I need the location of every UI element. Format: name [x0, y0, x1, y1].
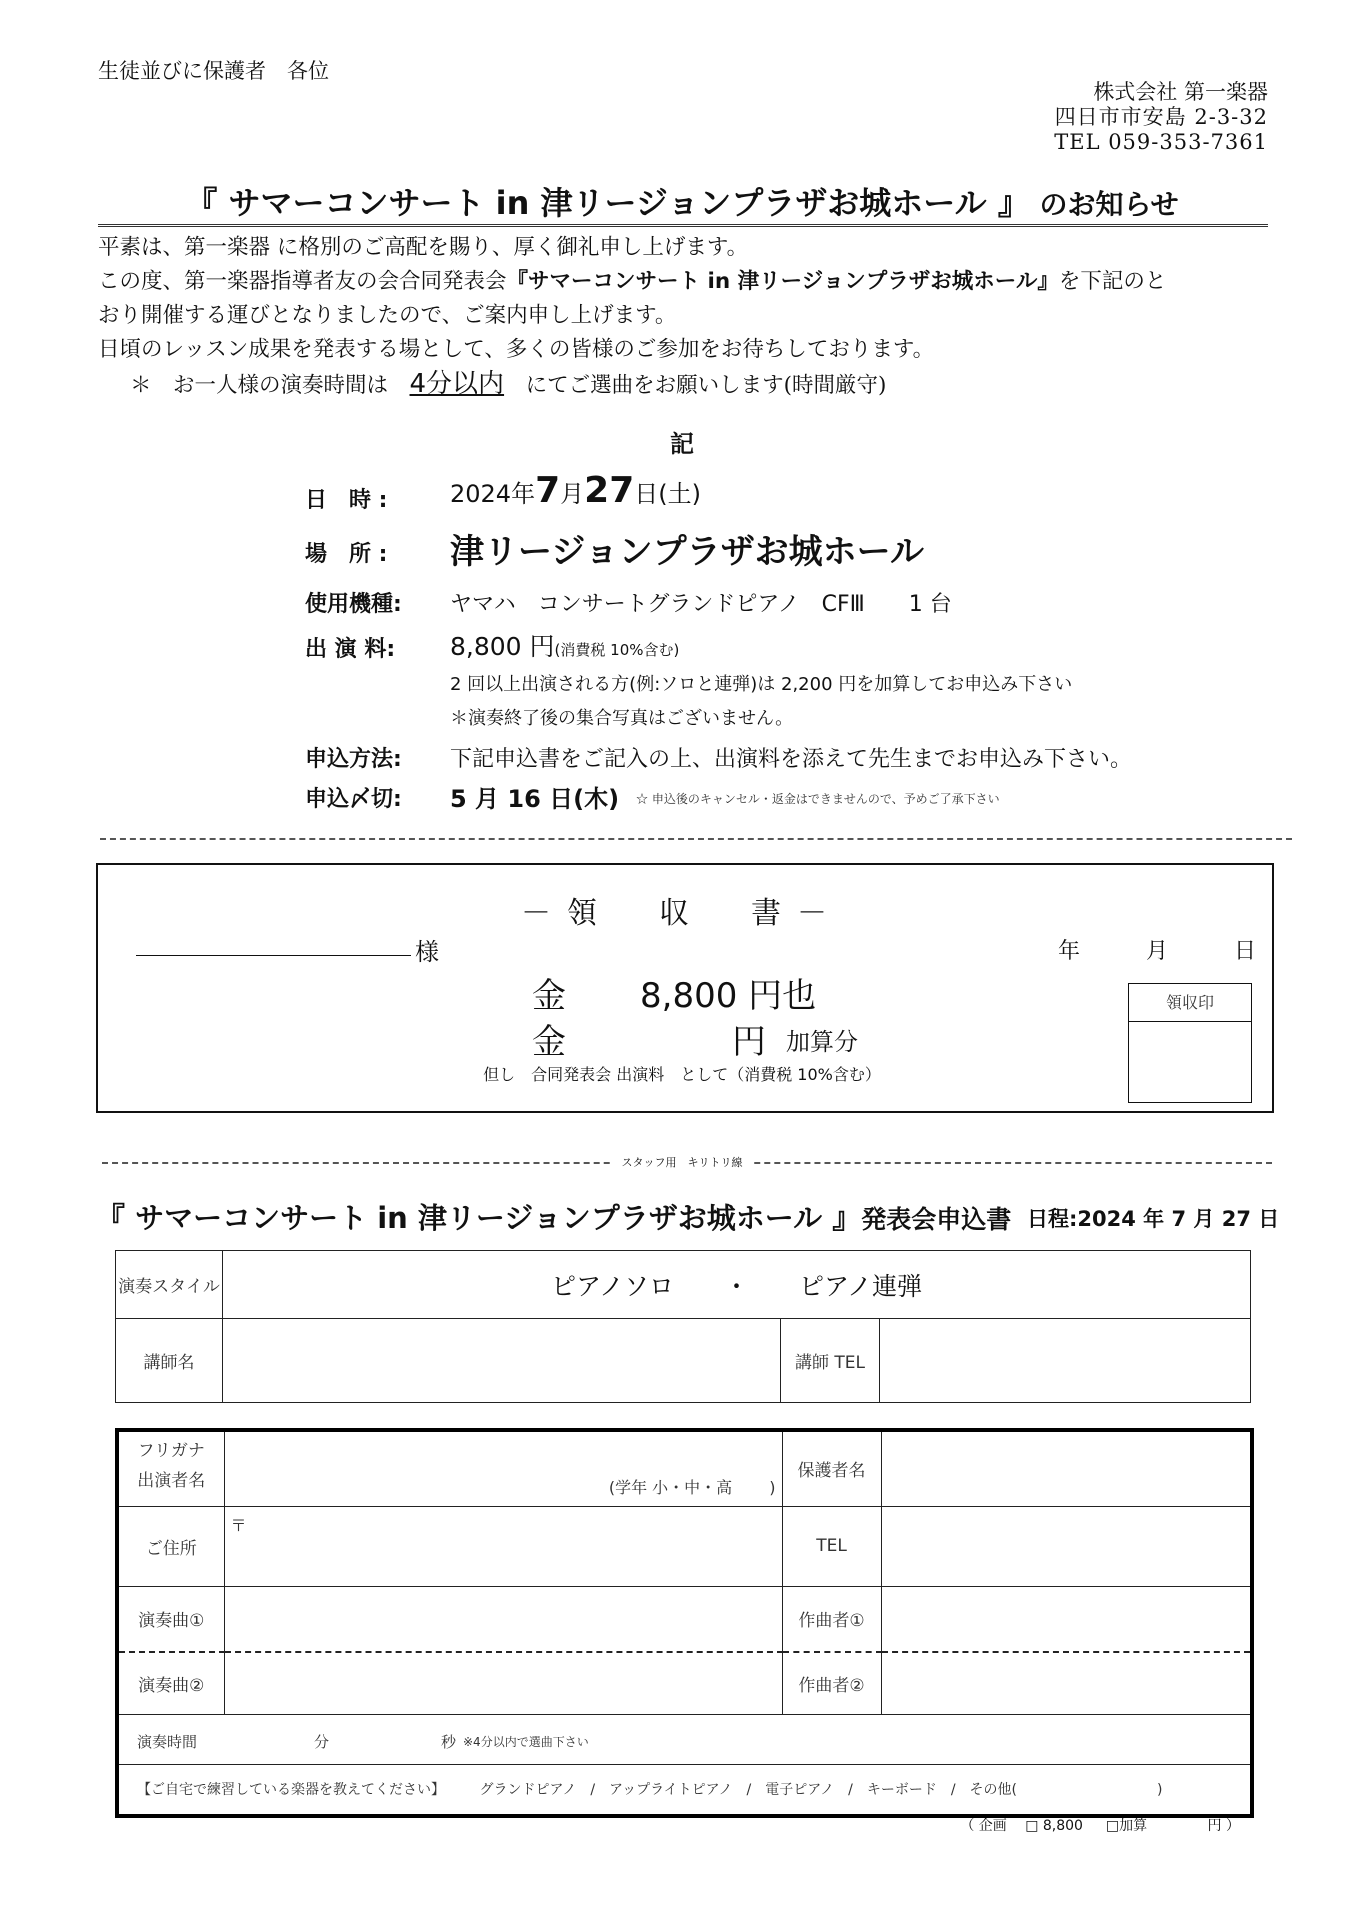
method-label: 申込方法:	[305, 747, 402, 772]
intro-line-5: ＊ お一人様の演奏時間は 4分以内 にてご選曲をお願いします(時間厳守)	[130, 369, 887, 399]
form-table-top	[115, 1250, 1251, 1403]
company-tel: TEL 059-353-7361	[1054, 130, 1268, 154]
composer2-label: 作曲者②	[782, 1652, 881, 1714]
page-title-suffix: のお知らせ	[1029, 188, 1179, 221]
teacher-tel-label: 講師 TEL	[781, 1319, 880, 1403]
fee-label: 出 演 料:	[305, 637, 396, 662]
piece1-label: 演奏曲①	[117, 1586, 224, 1652]
min-label: 分	[314, 1732, 330, 1751]
guardian-label: 保護者名	[782, 1430, 881, 1506]
fee-value: 8,800 円(消費税 10%含む)	[450, 632, 680, 661]
composer1-field[interactable]	[881, 1586, 1252, 1652]
tel-field[interactable]	[881, 1506, 1252, 1586]
instrument-options: グランドピアノ / アップライトピアノ / 電子ピアノ / キーボード / その他( )	[479, 1782, 1163, 1799]
receipt-kasan: 加算分	[786, 1028, 858, 1056]
deadline-label: 申込〆切:	[305, 787, 402, 812]
style-options[interactable]: ピアノソロ ・ ピアノ連弾	[223, 1251, 1251, 1319]
piece1-field[interactable]	[224, 1586, 782, 1652]
sec-label: 秒	[441, 1732, 457, 1751]
receipt-title: －領 収 書－	[521, 896, 843, 931]
intro-text	[98, 231, 1278, 403]
receipt-month: 月	[1146, 939, 1169, 964]
title-rule	[98, 224, 1268, 227]
cut-label: スタッフ用 キリトリ線	[0, 1154, 1364, 1170]
piece2-label: 演奏曲②	[117, 1652, 224, 1714]
intro-line-2: この度、第一楽器指導者友の会合同発表会『サマーコンサート in 津リージョンプラザお城ホール』を下記のと	[98, 269, 1167, 294]
tel-label: TEL	[782, 1506, 881, 1586]
form-title: 『 サマーコンサート in 津リージョンプラザお城ホール 』発表会申込書	[96, 1201, 1012, 1235]
composer2-field[interactable]	[881, 1652, 1252, 1714]
grade-note: (学年 小・中・高 )	[608, 1477, 776, 1497]
piece2-field[interactable]	[224, 1652, 782, 1714]
postal-mark: 〒	[230, 1515, 247, 1535]
instrument-value: ヤマハ コンサートグランドピアノ CFⅢ 1 台	[450, 592, 952, 617]
receipt-yen-2: 円	[732, 1022, 766, 1062]
guardian-field[interactable]	[881, 1430, 1252, 1506]
time-label: 演奏時間	[137, 1732, 198, 1751]
instrument-row[interactable]	[117, 1764, 1252, 1816]
receipt-day: 日	[1234, 939, 1257, 964]
date-label: 日 時 :	[305, 488, 388, 513]
fee-note-1: 2 回以上出演される方(例:ソロと連弾)は 2,200 円を加算してお申込み下さい	[450, 674, 1073, 695]
performer-field[interactable]	[224, 1430, 782, 1506]
receipt-sama: 様	[415, 938, 439, 966]
address-label: ご住所	[117, 1506, 224, 1586]
form-table-main	[115, 1428, 1254, 1818]
date-value: 2024年7月27日(土)	[450, 470, 701, 511]
address-field[interactable]	[224, 1506, 782, 1586]
company-address: 四日市市安島 2-3-32	[1054, 105, 1268, 129]
method-value: 下記申込書をご記入の上、出演料を添えて先生までお申込み下さい。	[450, 747, 1133, 772]
teacher-label: 講師名	[116, 1319, 223, 1403]
intro-line-1: 平素は、第一楽器 に格別のご高配を賜り、厚く御礼申し上げます。	[98, 235, 749, 260]
form-date: 日程:2024 年 7 月 27 日	[1027, 1207, 1280, 1231]
style-label: 演奏スタイル	[116, 1251, 223, 1319]
receipt-year: 年	[1058, 939, 1081, 964]
ki-heading: 記	[670, 430, 694, 458]
intro-line-4: 日頃のレッスン成果を発表する場として、多くの皆様のご参加をお待ちしております。	[98, 337, 935, 362]
section-divider	[100, 838, 1292, 840]
deadline-note: ☆ 申込後のキャンセル・返金はできませんので、予めご了承下さい	[636, 792, 1000, 806]
deadline-value: 5 月 16 日(木)	[450, 785, 620, 813]
stamp-label: 領収印	[1128, 984, 1252, 1022]
receipt-kin-1: 金	[532, 976, 566, 1016]
receipt-name-line	[136, 955, 411, 956]
instrument-question: 【ご自宅で練習している楽器を教えてください】	[137, 1782, 445, 1799]
performer-label-cell	[117, 1430, 224, 1506]
company-name: 株式会社 第一楽器	[1093, 80, 1268, 104]
receipt-kin-2: 金	[532, 1022, 566, 1062]
venue-value: 津リージョンプラザお城ホール	[450, 532, 924, 572]
page-title-main: 『 サマーコンサート in 津リージョンプラザお城ホール 』	[185, 184, 1030, 222]
teacher-tel-field[interactable]	[880, 1319, 1251, 1403]
fee-note-2: ＊演奏終了後の集合写真はございません。	[450, 708, 794, 729]
instrument-label: 使用機種:	[305, 592, 402, 617]
teacher-field[interactable]	[223, 1319, 781, 1403]
time-note: ※4分以内で選曲下さい	[463, 1734, 589, 1749]
composer1-label: 作曲者①	[782, 1586, 881, 1652]
venue-label: 場 所 :	[305, 542, 388, 567]
furigana-label: フリガナ	[137, 1441, 205, 1461]
receipt-note: 但し 合同発表会 出演料 として（消費税 10%含む）	[483, 1065, 881, 1084]
receipt-amount-1: 8,800 円也	[640, 976, 817, 1016]
company-block	[1054, 80, 1268, 155]
intro-line-3: おり開催する運びとなりましたので、ご案内申し上げます。	[98, 303, 677, 328]
greeting: 生徒並びに保護者 各位	[98, 59, 329, 83]
time-row[interactable]	[117, 1714, 1252, 1764]
page-title	[0, 178, 1364, 224]
performer-label: 出演者名	[137, 1471, 206, 1491]
footer-note: （ 企画 □ 8,800 □加算 円 ）	[960, 1818, 1240, 1834]
